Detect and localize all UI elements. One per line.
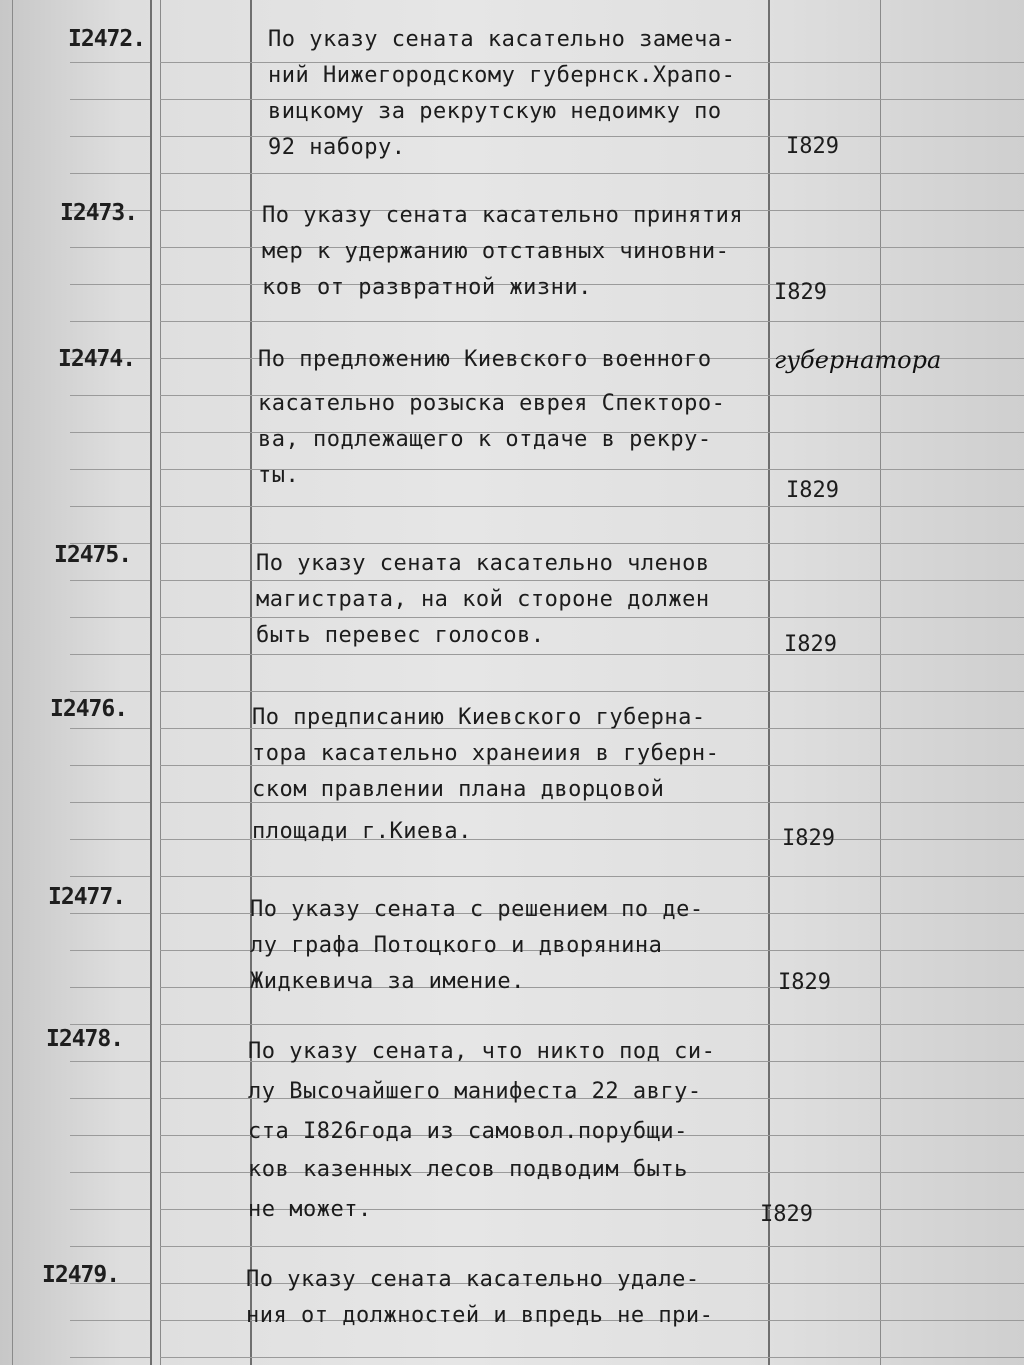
- ruling-line: [160, 876, 250, 877]
- entry-text: [268, 22, 735, 166]
- ruling-line: [880, 469, 1024, 470]
- ruling-line: [160, 469, 250, 470]
- ruling-line: [70, 173, 150, 174]
- ruling-line: [70, 802, 150, 803]
- entry-text-line: Жидкевича за имение.: [250, 969, 525, 994]
- ruling-line: [160, 173, 250, 174]
- ruling-line: [768, 580, 880, 581]
- ruling-line: [160, 1320, 250, 1321]
- entry-text-line: 92 набору.: [268, 135, 406, 160]
- ruling-line: [160, 210, 250, 211]
- bleed-through-text: [850, 560, 861, 581]
- ruling-line: [160, 617, 250, 618]
- ruling-line: [880, 1320, 1024, 1321]
- ruling-line: [768, 876, 880, 877]
- ruling-line: [70, 654, 150, 655]
- entry-text-line: тора касательно хранеиия в губерн-: [252, 741, 720, 766]
- ruling-line: [160, 247, 250, 248]
- entry-text-line: магистрата, на кой стороне должен: [256, 587, 710, 612]
- ruling-line: [70, 950, 150, 951]
- ruling-line: [768, 1246, 880, 1247]
- ruling-line: [880, 1209, 1024, 1210]
- ruling-line: [160, 1061, 250, 1062]
- ruling-line: [160, 432, 250, 433]
- ruling-line: [70, 136, 150, 137]
- ruling-line: [70, 839, 150, 840]
- ruling-line: [160, 1172, 250, 1173]
- ruling-line: [70, 617, 150, 618]
- ruling-line: [880, 321, 1024, 322]
- ruling-line: [880, 62, 1024, 63]
- ruling-line: [160, 765, 250, 766]
- ruling-line: [160, 728, 250, 729]
- ruling-line: [768, 62, 880, 63]
- ruling-line: [250, 1246, 768, 1247]
- entry-text-line: По указу сената касательно замеча-: [268, 27, 736, 52]
- entry-text-line: По указу сената касательно принятия: [262, 203, 744, 228]
- ruling-line: [768, 395, 880, 396]
- entry-year: I829: [784, 632, 837, 657]
- ruling-line: [768, 728, 880, 729]
- entry-text-line: По указу сената, что никто под си-: [248, 1039, 716, 1064]
- entry-text-line: мер к удержанию отставных чиновни-: [262, 239, 730, 264]
- ruling-line: [250, 173, 768, 174]
- entry-number: I2475.: [54, 542, 132, 568]
- ruling-line: [70, 432, 150, 433]
- ruling-line: [70, 1098, 150, 1099]
- ruling-line: [768, 765, 880, 766]
- right-column-rule: [880, 0, 881, 1365]
- ruling-line: [250, 876, 768, 877]
- ruling-line: [768, 1135, 880, 1136]
- ruling-line: [768, 432, 880, 433]
- ruling-line: [880, 617, 1024, 618]
- ruling-line: [160, 913, 250, 914]
- ruling-line: [70, 1357, 150, 1358]
- ruling-line: [880, 395, 1024, 396]
- entry-year: I829: [786, 478, 839, 503]
- ruling-line: [768, 469, 880, 470]
- entry-text-line: ния от должностей и впредь не при-: [246, 1303, 714, 1328]
- ruling-line: [70, 99, 150, 100]
- ruling-line: [880, 654, 1024, 655]
- entry-text-line: ста I826года из самовол.порубщи-: [248, 1119, 688, 1144]
- ruling-line: [70, 1320, 150, 1321]
- ruling-line: [160, 1209, 250, 1210]
- entry-text: [250, 892, 704, 1000]
- entry-text-line: быть перевес голосов.: [256, 623, 545, 648]
- ruling-line: [70, 765, 150, 766]
- entry-text: [252, 700, 719, 850]
- ruling-line: [880, 99, 1024, 100]
- ruling-line: [768, 802, 880, 803]
- entry-number: I2479.: [42, 1262, 120, 1288]
- ruling-line: [768, 1172, 880, 1173]
- ruling-line: [250, 654, 768, 655]
- entry-text-line: ний Нижегородскому губернск.Храпо-: [268, 63, 736, 88]
- entry-text-line: По указу сената с решением по де-: [250, 897, 704, 922]
- entry-text-line: По предписанию Киевского губерна-: [252, 705, 706, 730]
- ruling-line: [160, 691, 250, 692]
- ruling-line: [880, 913, 1024, 914]
- ruling-line: [768, 173, 880, 174]
- ruling-line: [880, 1098, 1024, 1099]
- entry-text: [262, 198, 743, 306]
- year-column-rule: [768, 0, 770, 1365]
- ruling-line: [880, 950, 1024, 951]
- ruling-line: [768, 321, 880, 322]
- ruling-line: [880, 580, 1024, 581]
- ruling-line: [160, 1246, 250, 1247]
- entry-text-line: касательно розыска еврея Спекторо-: [258, 391, 726, 416]
- ruling-line: [880, 839, 1024, 840]
- ruling-line: [160, 284, 250, 285]
- ruling-line: [768, 1283, 880, 1284]
- ruling-line: [160, 654, 250, 655]
- entry-text: [256, 546, 710, 654]
- ruling-line: [768, 913, 880, 914]
- entry-number: I2478.: [46, 1026, 124, 1052]
- entry-year: I829: [782, 826, 835, 851]
- ruling-line: [880, 432, 1024, 433]
- entry-number: I2476.: [50, 696, 128, 722]
- entry-year: I829: [774, 280, 827, 305]
- number-column-rule: [150, 0, 152, 1365]
- ruling-line: [768, 691, 880, 692]
- ruling-line: [70, 247, 150, 248]
- entry-text-line: не может.: [248, 1197, 372, 1222]
- ruling-line: [70, 1209, 150, 1210]
- entry-text: [248, 1034, 715, 1228]
- ruling-line: [880, 1061, 1024, 1062]
- entry-text: [246, 1262, 713, 1334]
- ruling-line: [880, 1283, 1024, 1284]
- ruling-line: [880, 173, 1024, 174]
- entry-text-line: лу Высочайшего манифеста 22 авгу-: [248, 1079, 702, 1104]
- handwritten-note: губернатора: [774, 346, 942, 374]
- ruling-line: [160, 1283, 250, 1284]
- ruling-line: [70, 506, 150, 507]
- ruling-line: [160, 1098, 250, 1099]
- entry-text-line: лу графа Потоцкого и дворянина: [250, 933, 663, 958]
- ruling-line: [160, 358, 250, 359]
- ruling-line: [250, 506, 768, 507]
- ruling-line: [160, 839, 250, 840]
- ruling-line: [768, 1098, 880, 1099]
- entry-text-line: По предложению Киевского военного: [258, 347, 712, 372]
- ruling-line: [880, 1357, 1024, 1358]
- ruling-line: [70, 580, 150, 581]
- ruling-line: [880, 543, 1024, 544]
- ruling-line: [880, 1172, 1024, 1173]
- ruling-line: [160, 99, 250, 100]
- entry-year: I829: [778, 970, 831, 995]
- ruling-line: [250, 1357, 768, 1358]
- ruling-line: [160, 321, 250, 322]
- ruling-line: [70, 1246, 150, 1247]
- ruling-line: [880, 691, 1024, 692]
- entry-number: I2473.: [60, 200, 138, 226]
- ruling-line: [70, 1135, 150, 1136]
- ruling-line: [880, 802, 1024, 803]
- ruling-line: [160, 136, 250, 137]
- ruling-line: [768, 1320, 880, 1321]
- ruling-line: [160, 1024, 250, 1025]
- ruling-line: [768, 1357, 880, 1358]
- entry-text-line: площади г.Киева.: [252, 819, 472, 844]
- ruling-line: [768, 99, 880, 100]
- ruling-line: [250, 321, 768, 322]
- entry-number: I2474.: [58, 346, 136, 372]
- ruling-line: [70, 691, 150, 692]
- ruling-line: [70, 469, 150, 470]
- number-column-rule-2: [160, 0, 161, 1365]
- ruling-line: [160, 1357, 250, 1358]
- entry-text-line: ков от развратной жизни.: [262, 275, 592, 300]
- ruling-line: [880, 728, 1024, 729]
- ruling-line: [880, 987, 1024, 988]
- ruling-line: [880, 1135, 1024, 1136]
- entry-text-line: ков казенных лесов подводим быть: [248, 1157, 688, 1182]
- ruling-line: [160, 987, 250, 988]
- entry-number: I2472.: [68, 26, 146, 52]
- ruling-line: [250, 543, 768, 544]
- ruling-line: [70, 1061, 150, 1062]
- ruling-line: [880, 210, 1024, 211]
- ruling-line: [70, 1172, 150, 1173]
- ruling-line: [250, 1024, 768, 1025]
- ruling-line: [880, 1024, 1024, 1025]
- ruling-line: [880, 284, 1024, 285]
- entry-text-line: ском правлении плана дворцовой: [252, 777, 665, 802]
- ruling-line: [768, 1024, 880, 1025]
- ruling-line: [160, 506, 250, 507]
- ruling-line: [160, 1135, 250, 1136]
- ruling-line: [160, 395, 250, 396]
- ruling-line: [768, 1061, 880, 1062]
- ruling-line: [768, 506, 880, 507]
- ruling-line: [160, 580, 250, 581]
- ruling-line: [880, 247, 1024, 248]
- ruling-line: [880, 765, 1024, 766]
- entry-number: I2477.: [48, 884, 126, 910]
- ruling-line: [880, 136, 1024, 137]
- entry-text-line: По указу сената касательно членов: [256, 551, 710, 576]
- ruling-line: [880, 1246, 1024, 1247]
- ruling-line: [880, 876, 1024, 877]
- entry-text-line: вицкому за рекрутскую недоимку по: [268, 99, 722, 124]
- ruling-line: [768, 617, 880, 618]
- ruling-line: [160, 950, 250, 951]
- ruling-line: [768, 543, 880, 544]
- ruling-line: [768, 247, 880, 248]
- ruling-line: [880, 506, 1024, 507]
- ruling-line: [160, 62, 250, 63]
- ruling-line: [70, 728, 150, 729]
- ruling-line: [768, 210, 880, 211]
- entry-year: I829: [786, 134, 839, 159]
- ruling-line: [70, 284, 150, 285]
- entry-text-line: По указу сената касательно удале-: [246, 1267, 700, 1292]
- ruling-line: [70, 62, 150, 63]
- entry-year: I829: [760, 1202, 813, 1227]
- ruling-line: [768, 950, 880, 951]
- ruling-line: [160, 802, 250, 803]
- ruling-line: [70, 913, 150, 914]
- entry-text-line: ты.: [258, 463, 300, 488]
- ruling-line: [250, 691, 768, 692]
- entry-text: [258, 342, 725, 494]
- ruling-line: [70, 321, 150, 322]
- left-margin-rule: [12, 0, 13, 1365]
- entry-text-line: ва, подлежащего к отдаче в рекру-: [258, 427, 712, 452]
- ruling-line: [70, 395, 150, 396]
- ruling-line: [70, 1024, 150, 1025]
- ruling-line: [70, 876, 150, 877]
- ruling-line: [70, 987, 150, 988]
- ruling-line: [160, 543, 250, 544]
